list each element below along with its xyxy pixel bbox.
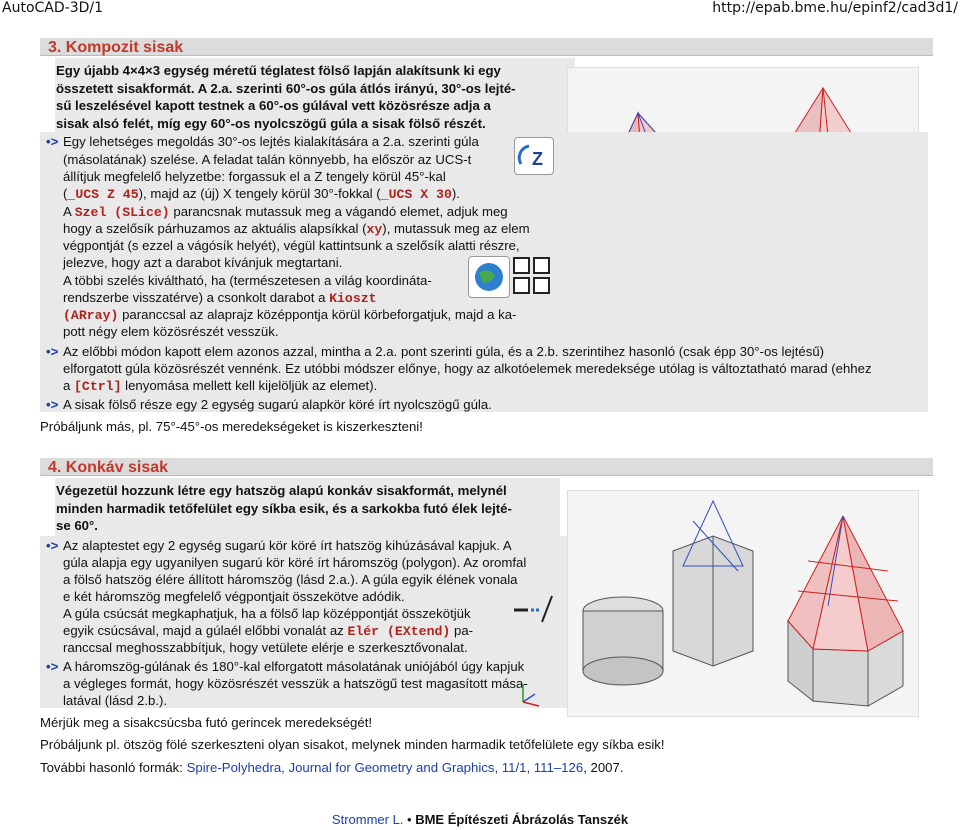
s4-b2-line1: a végleges formát, hogy közösrészét vesszük a hatszögű test magasított mása- xyxy=(63,676,528,691)
s4-b1-line4: A gúla csúcsát megkaphatjuk, ha a fölső lap középpontját összekötjük xyxy=(63,606,471,621)
header-left: AutoCAD-3D/1 xyxy=(2,0,104,16)
section-title: 3. Kompozit sisak xyxy=(40,38,933,56)
s3-b1-line5: hogy a szelősík párhuzamos az aktuális alapsíkkal (xy), mutassuk meg az elem xyxy=(63,221,530,237)
s4-b1-line3: e két háromszög megfelelő végpontjait összekötve adódik. xyxy=(63,589,405,604)
s3-b2-line0: Az előbbi módon kapott elem azonos azzal, mintha a 2.a. pont szerinti gúla, és a 2.b. szerintihez hasonló (csak épp 30°-os lejtésű) xyxy=(63,344,825,359)
page-header xyxy=(0,0,960,22)
ucs-z-icon[interactable] xyxy=(514,137,554,175)
s3-b1-line3: (_UCS Z 45), majd az (új) X tengely körül 30°-fokkal (_UCS X 30). xyxy=(63,186,460,202)
s3-b1-line7: jelezve, hogy azt a darabot kívánjuk megtartani. xyxy=(63,255,343,270)
s3-b1-line10: (ARray) paranccsal az alaprajz középpontja körül körbeforgatjuk, majd a ka- xyxy=(63,307,517,323)
page-footer: Strommer L. • BME Építészeti Ábrázolás Tanszék xyxy=(331,812,629,827)
s4-b2-line2: latával (lásd 2.b.). xyxy=(63,693,168,708)
footer-author[interactable]: Strommer L. xyxy=(331,812,404,827)
s3-b1-line4: A Szel (SLice) parancsnak mutassuk meg a vágandó elemet, adjuk meg xyxy=(63,204,508,220)
array-grid-icon[interactable] xyxy=(512,256,552,296)
bullet-marker: •> xyxy=(46,344,59,359)
s4-line1: Mérjük meg a sisakcsúcsba futó gerincek meredekségét! xyxy=(40,715,373,730)
s3-try: Próbáljunk más, pl. 75°-45°-os meredekségeket is kiszerkeszteni! xyxy=(40,419,423,434)
s4-line3: További hasonló formák: Spire-Polyhedra, Journal for Geometry and Graphics, 11/1, 111–126, 2007. xyxy=(40,760,624,775)
s3-b1-line0: Egy lehetséges megoldás 30°-os lejtés kialakítására a 2.a. szerinti gúla xyxy=(63,134,479,149)
s4-b1-line6: ranccsal meghosszabbítjuk, hogy vetülete elérje e szerkesztővonalat. xyxy=(63,640,468,655)
s4-b1-line5: egyik csúcsával, majd a gúlaél előbbi vonalát az Elér (EXtend) pa- xyxy=(63,623,474,639)
section-title: 4. Konkáv sisak xyxy=(40,458,933,476)
s4-b1-line1: gúla alapja egy ugyanilyen sugarú kör köré írt háromszög (polygon). Az oromfal xyxy=(63,555,527,570)
s3-b2-line2: a [Ctrl] lenyomása mellett kell kijelöljük az elemet). xyxy=(63,378,378,394)
s4-line2: Próbáljunk pl. ötszög fölé szerkeszteni olyan sisakot, melynek minden harmadik tetőfelülete egy síkba esik! xyxy=(40,737,665,752)
s3-b1-line1: (másolatának) szelése. A feladat talán könnyebb, ha először az UCS-t xyxy=(63,152,472,167)
s4-b2-line0: A háromszög-gúlának és 180°-kal elforgatott másolatának uniójából úgy kapjuk xyxy=(63,659,525,674)
konkav-sisak-render xyxy=(567,490,919,717)
s3-b3: A sisak fölső része egy 2 egység sugarú alapkör köré írt nyolcszögű gúla. xyxy=(63,397,492,412)
s3-b1-line8: A többi szelés kiváltható, ha (természetesen a világ koordináta- xyxy=(63,273,432,288)
axis-icon xyxy=(515,678,545,708)
globe-icon[interactable] xyxy=(468,256,510,298)
extend-icon[interactable] xyxy=(512,590,554,628)
s3-b1-line11: pott négy elem közösrészét vesszük. xyxy=(63,324,279,339)
s3-b1-line9: rendszerbe visszatérve) a csonkolt darabot a Kioszt xyxy=(63,290,377,306)
s4-b1-line0: Az alaptestet egy 2 egység sugarú kör köré írt hatszög kihúzásával kapjuk. A xyxy=(63,538,512,553)
bullet-marker: •> xyxy=(46,134,59,149)
bullet-marker: •> xyxy=(46,659,59,674)
reference-link[interactable]: Spire-Polyhedra, Journal for Geometry and Graphics, 11/1, 111–126 xyxy=(186,760,584,775)
section3-intro: Egy újabb 4×4×3 egység méretű téglatest fölső lapján alakítsunk ki egy összetett sisakformát. A 2.a. szerinti 60°-os gúla átlós irányú, 30°-os lejté- sű leszelésével kapott testnek a 60°-os gúlával vett közösrésze adja a sisak alsó felét, míg egy 60°-os nyolcszögű gúla a sisak fölső részét. xyxy=(56,63,516,131)
s3-b1-line6: végpontját (s ezzel a vágósík helyét), végül kattintsunk a szelősík alatti részre, xyxy=(63,238,520,253)
footer-org: BME Építészeti Ábrázolás Tanszék xyxy=(415,812,629,827)
svg-text:Z: Z xyxy=(532,149,543,169)
s4-b1-line2: a fölső hatszög élére állított háromszög (lásd 2.a.). A gúla egyik élének vonala xyxy=(63,572,518,587)
section4-intro: Végezetül hozzunk létre egy hatszög alapú konkáv sisakformát, melynél minden harmadik tetőfelület egy síkba esik, és a sarkokba futó élek lejté- se 60°. xyxy=(56,483,512,533)
s3-b2-line1: elforgatott gúla közösrészét vennénk. Ez utóbbi módszer előnye, hogy az alkotóelemek meredeksége utólag is változtatható marad (ehhez xyxy=(63,361,872,376)
header-url[interactable]: http://epab.bme.hu/epinf2/cad3d1/ xyxy=(712,0,958,16)
bullet-marker: •> xyxy=(46,397,59,412)
bullet-marker: •> xyxy=(46,538,59,553)
s3-b1-line2: állítjuk megfelelő helyzetbe: forgassuk el a Z tengely körül 45°-kal xyxy=(63,169,446,184)
